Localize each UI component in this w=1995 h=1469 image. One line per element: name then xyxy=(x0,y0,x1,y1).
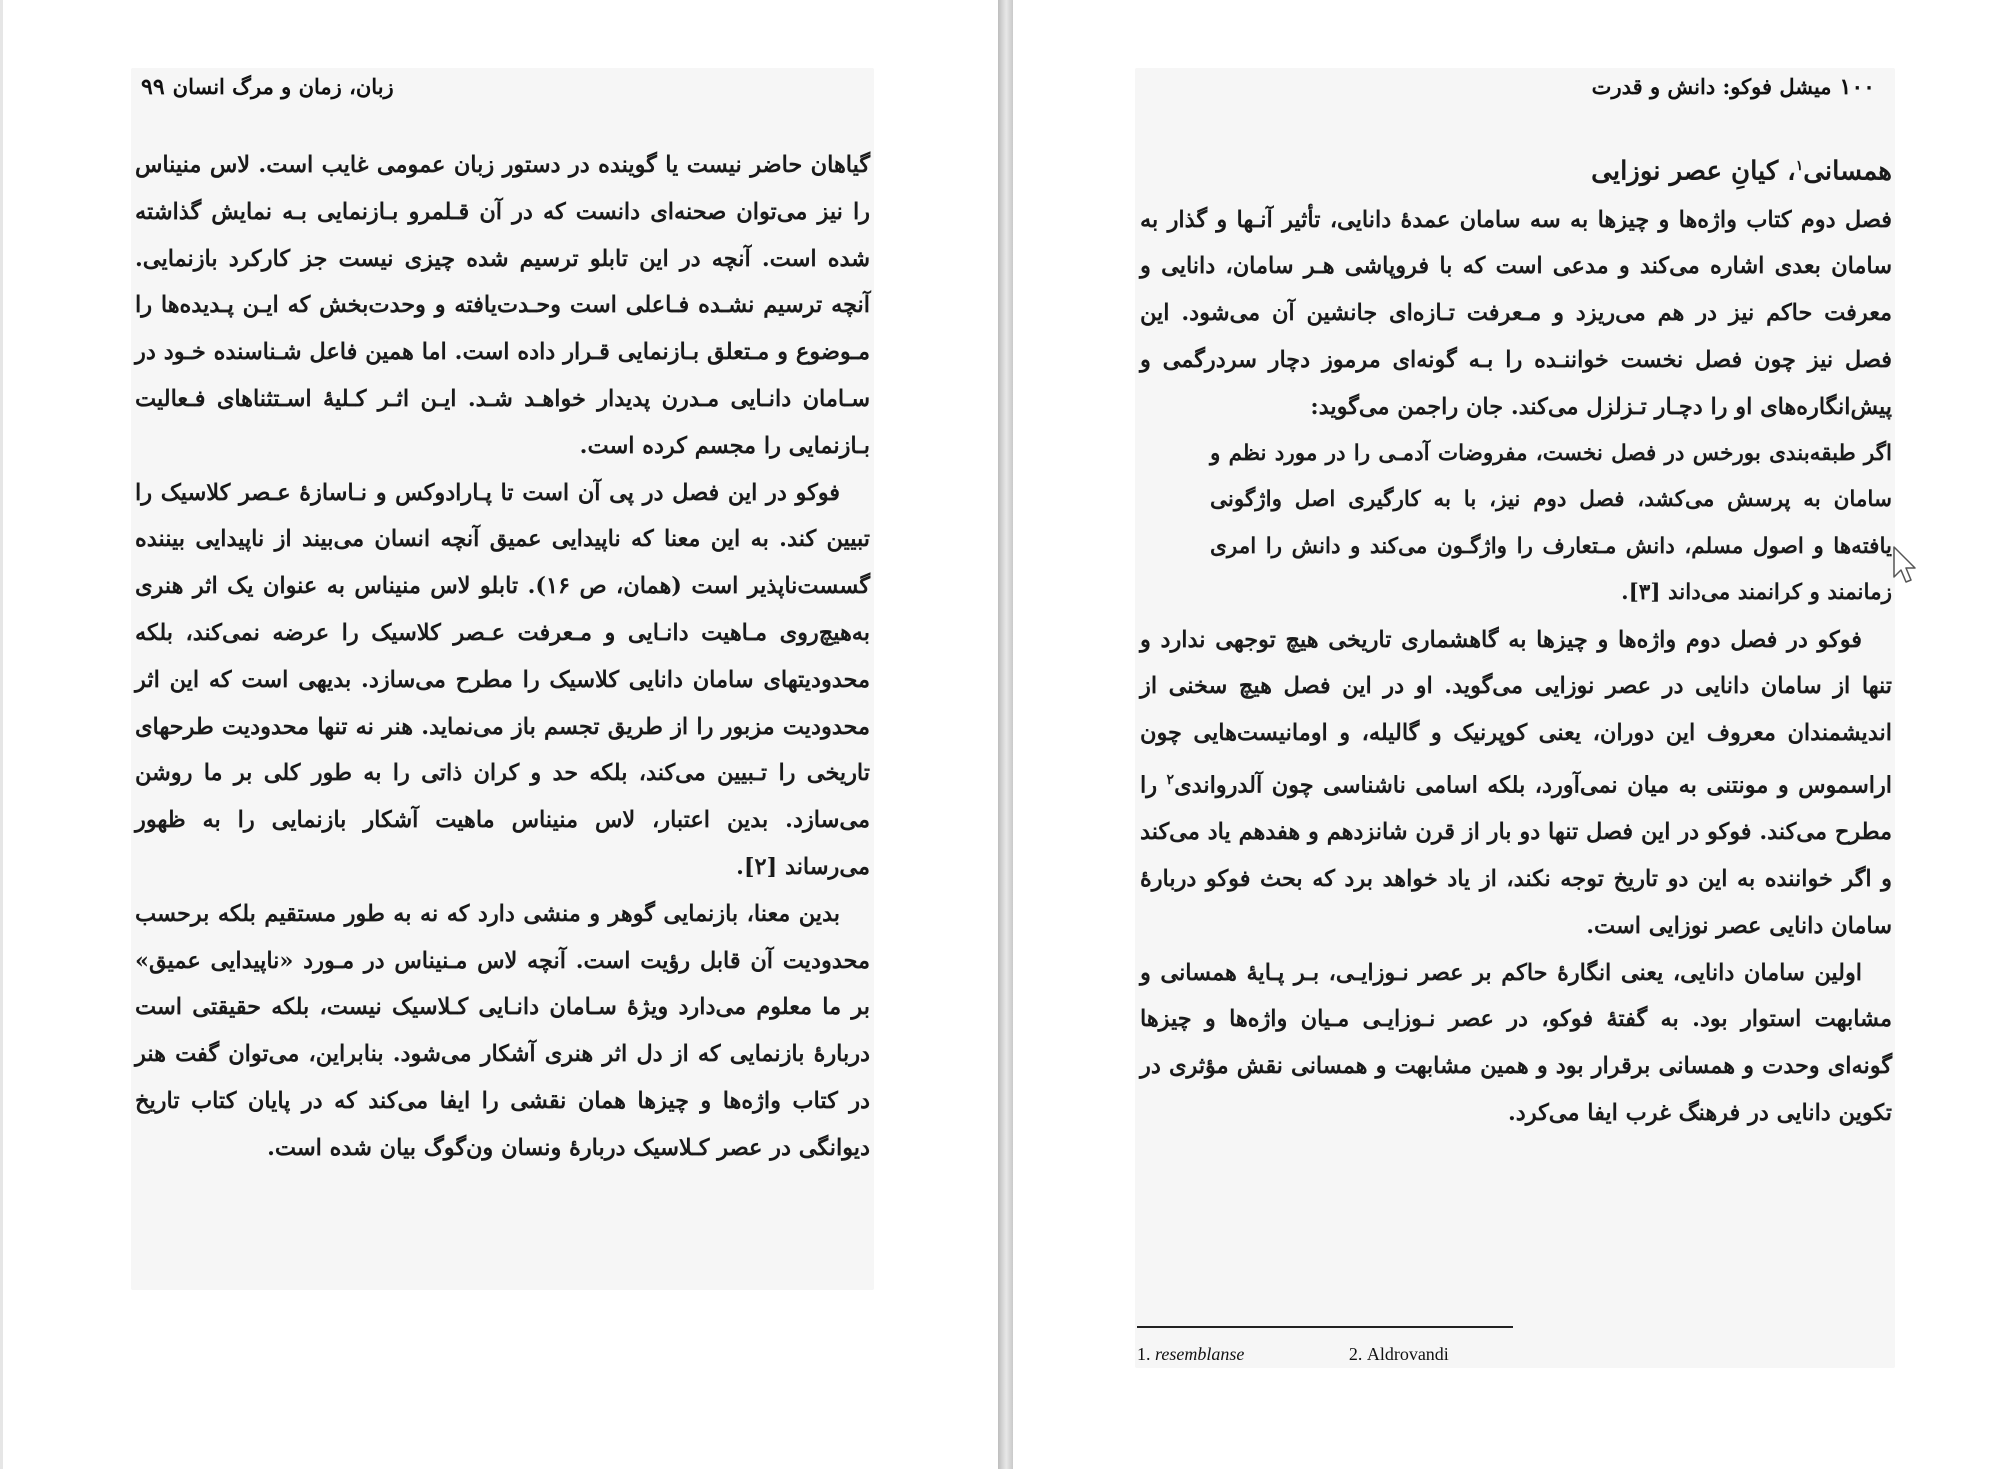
section-title-text: همسانی xyxy=(1803,156,1892,187)
page-number: ۱۰۰ xyxy=(1839,74,1875,100)
page-body xyxy=(135,142,870,1172)
paragraph: اولین سامان دانایی، یعنی انگارهٔ حاکم بر عصر نـوزایـی، بـر پـایهٔ همسانی و مشابهت استوار بود. به گفتهٔ فوکو، در عصر نـوزایـی مـیان واژه‌ها و چیزها گونه‌ای وحدت و همسانی برقرار بود و همین مشابهت و همسانی نقش مؤثری در تکوین دانایی در فرهنگ غرب ایفا می‌کرد. xyxy=(1140,959,1892,1127)
footnotes xyxy=(1137,1344,1737,1365)
section-title-text: ، کیانِ عصر نوزایی xyxy=(1591,156,1796,187)
page-number: ۹۹ xyxy=(141,74,165,100)
block-quote: اگر طبقه‌بندی بورخس در فصل نخست، مفروضات آدمـی را در مورد نظم و سامان به پرسش می‌کشد، فصل دوم نیز، با به کارگیری اصل واژگونی یافته‌ها و اصول مسلم، دانش مـتعارف را واژگـون می‌کند و دانش را امری زمانمند و کرانمند می‌داند [۳]. xyxy=(1210,440,1892,606)
footnote-text: resemblanse xyxy=(1155,1344,1245,1364)
running-title: میشل فوکو: دانش و قدرت xyxy=(1591,74,1832,99)
paragraph-text: را مطرح می‌کند. فوکو در این فصل تنها دو بار از قرن شانزدهم و هفدهم یاد می‌کند و اگر خواننده به این دو تاریخ توجه نکند، از یاد خواهد برد که بحث فوکو دربارهٔ سامان دانایی عصر نوزایی است. xyxy=(1140,772,1892,939)
paragraph: فوکو در این فصل در پی آن است تا پـارادوکس و نـاسازهٔ عـصر کلاسیک را تبیین کند. به این معنا که ناپیدایی عمیق آنچه انسان می‌بیند از ناپیدایی بیننده گسست‌ناپذیر است (همان، ص ۱۶). تابلو لاس منیناس به عنوان یک اثر هنری به‌هیچ‌روی مـاهیت دانـایی و مـعرفت عـصر کلاسیک را عرضه نمی‌کند، بلکه محدودیتهای سامان دانایی کلاسیک را مطرح می‌سازد. بدیهی است که این اثر محدودیت مزبور را از طریق تجسم باز می‌نماید. هنر نه تنها محدودیت طرحهای تاریخی را تـبیین می‌کند، بلکه حد و کران ذاتی را به طور کلی بر ما روشن می‌سازد. بدین اعتبار، لاس منیناس ماهیت آشکار بازنمایی را به ظهور می‌رساند [۲]. xyxy=(135,479,870,880)
page-body xyxy=(1140,141,1892,1137)
footnote-rule xyxy=(1137,1326,1513,1328)
footnote-ref: ۲ xyxy=(1166,772,1175,789)
footnote-number: 2. xyxy=(1348,1344,1363,1364)
footnote-2 xyxy=(1349,1344,1449,1365)
paragraph xyxy=(1140,617,1892,950)
footnote-text: Aldrovandi xyxy=(1366,1344,1449,1364)
book-gutter xyxy=(998,0,1013,1469)
running-title: زبان، زمان و مرگ انسان xyxy=(172,74,394,99)
mouse-pointer-icon xyxy=(1893,546,1917,586)
page-99 xyxy=(3,0,998,1469)
page-header xyxy=(133,74,394,100)
paragraph-text: فوکو در فصل دوم واژه‌ها و چیزها به گاهشماری تاریخی هیچ توجهی ندارد و تنها از سامان دانایی در عصر نوزایی می‌گوید. او در این فصل هیچ سخنی از اندیشمندان معروف این دوران، یعنی کوپرنیک و گالیله، و اومانیست‌هایی چون اراسموس و مونتنی به میان نمی‌آورد، بلکه اسامی ناشناسی چون آلدرواندی xyxy=(1140,626,1892,799)
section-title xyxy=(1140,141,1892,197)
footnote-number: 1. xyxy=(1137,1344,1151,1364)
paragraph: بدین معنا، بازنمایی گوهر و منشی دارد که نه به طور مستقیم بلکه برحسب محدودیت آن قابل رؤیت است. آنچه لاس مـنیناس در مـورد «ناپیدایی عمیق» بر ما معلوم می‌دارد ویژهٔ سـامان دانـایی کـلاسیک نیست، بلکه حقیقتی است دربارهٔ بازنمایی که از دل اثر هنری آشکار می‌شود. بنابراین، می‌توان گفت هنر در کتاب واژه‌ها و چیزها همان نقشی را ایفا می‌کند که در پایان کتاب تاریخ دیوانگی در عصر کـلاسیک دربارهٔ ونسان ون‌گوگ بیان شده است. xyxy=(135,900,870,1161)
footnote-ref: ۱ xyxy=(1795,158,1804,174)
paragraph: گیاهان حاضر نیست یا گوینده در دستور زبان عمومی غایب است. لاس منیناس را نیز می‌توان صحنه‌ای دانست که در آن قـلمرو بـازنمایی بـه نمایش گذاشته شده است. آنچه در این تابلو ترسیم شده چیزی نیست جز کارکرد بازنمایی. آنچه ترسیم نشـده فـاعلی است وحـدت‌یافته و وحدت‌بخش که ایـن پـدیده‌ها را مـوضوع و مـتعلق بـازنمایی قـرار داده است. اما همین فاعل شـناسنده خـود در سـامان دانـایی مـدرن پدیدار خواهـد شـد. ایـن اثـر کـلیهٔ اسـتثناهای فـعالیت بـازنمایی را مجسم کرده است. xyxy=(135,152,870,459)
page-header xyxy=(1592,74,1883,100)
footnote-1 xyxy=(1137,1344,1244,1365)
page-100 xyxy=(1013,0,1995,1469)
paragraph: فصل دوم کتاب واژه‌ها و چیزها به سه سامان عمدهٔ دانایی، تأثیر آنـها و گذار به سامان بعدی اشاره می‌کند و مدعی است که با فروپاشی هـر سامان، دانایی و معرفت حاکم نیز در هم می‌ریزد و مـعرفت تـازه‌ای جانشین آن می‌شود. این فصل نیز چون فصل نخست خواننـده را بـه گونه‌ای مرموز دچار سردرگمی و پیش‌انگاره‌های او را دچـار تـزلزل می‌کند. جان راجمن می‌گوید: xyxy=(1140,206,1892,420)
